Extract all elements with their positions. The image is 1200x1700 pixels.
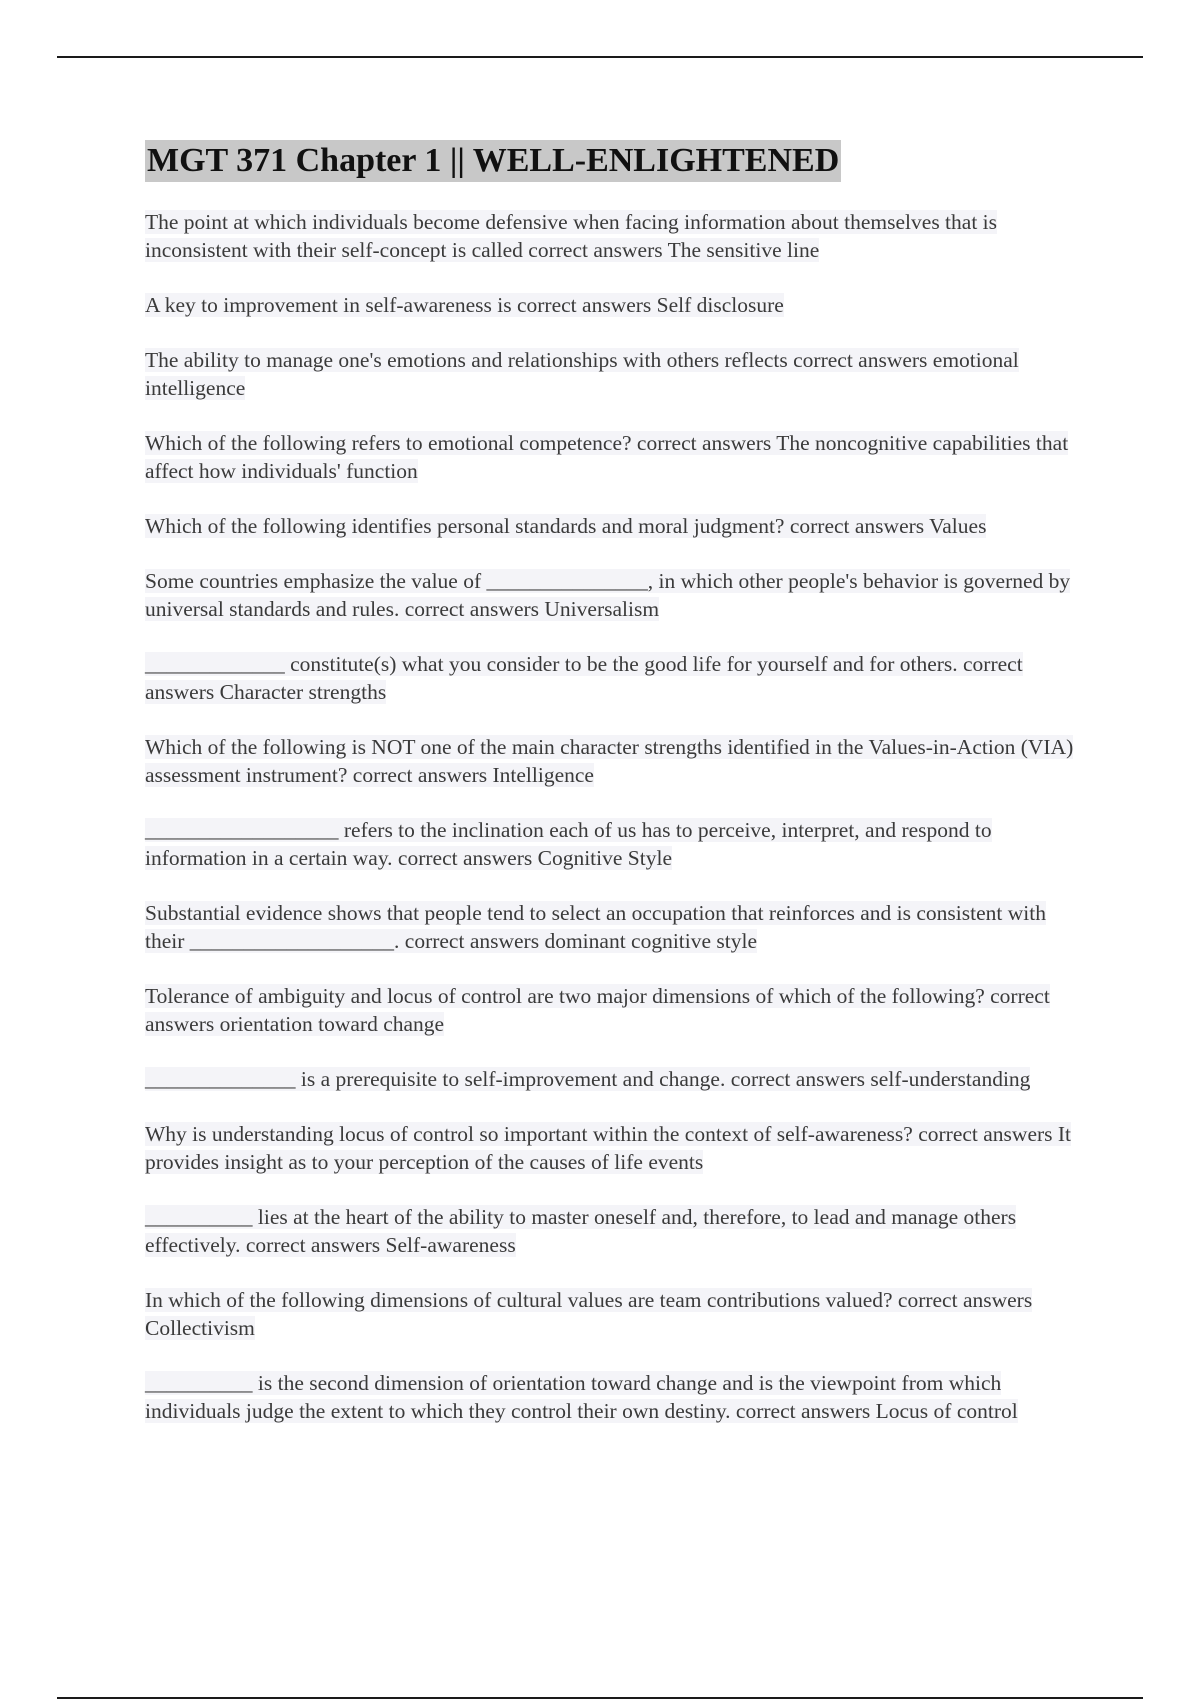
qa-text: In which of the following dimensions of cultural values are team contributions valued? correct answers Collectivism <box>145 1288 1033 1340</box>
qa-item <box>145 733 1075 789</box>
qa-text: Which of the following identifies personal standards and moral judgment? correct answers Values <box>145 514 987 538</box>
qa-text: Which of the following refers to emotional competence? correct answers The noncognitive capabilities that affect how individuals' function <box>145 431 1069 483</box>
qa-text: Why is understanding locus of control so important within the context of self-awareness? correct answers It provides insight as to your perception of the causes of life events <box>145 1122 1072 1174</box>
document-title: MGT 371 Chapter 1 || WELL-ENLIGHTENED <box>145 140 841 182</box>
top-rule <box>57 56 1143 58</box>
qa-text: Tolerance of ambiguity and locus of control are two major dimensions of which of the following? correct answers orientation toward change <box>145 984 1050 1036</box>
qa-text: The point at which individuals become defensive when facing information about themselves that is inconsistent with their self-concept is called correct answers The sensitive line <box>145 210 998 262</box>
qa-item <box>145 208 1075 264</box>
qa-item <box>145 899 1075 955</box>
qa-item <box>145 567 1075 623</box>
qa-item <box>145 1369 1075 1425</box>
qa-item <box>145 346 1075 402</box>
qa-text: __________________ refers to the inclination each of us has to perceive, interpret, and respond to information in a certain way. correct answers Cognitive Style <box>145 818 992 870</box>
qa-item <box>145 1120 1075 1176</box>
qa-item <box>145 1286 1075 1342</box>
qa-item <box>145 291 1075 319</box>
qa-text: __________ lies at the heart of the ability to master oneself and, therefore, to lead and manage others effectively. correct answers Self-awareness <box>145 1205 1017 1257</box>
qa-item <box>145 429 1075 485</box>
qa-text: Substantial evidence shows that people tend to select an occupation that reinforces and is consistent with their ___________________. correct answers dominant cognitive style <box>145 901 1046 953</box>
qa-text: A key to improvement in self-awareness is correct answers Self disclosure <box>145 293 784 317</box>
qa-item <box>145 1203 1075 1259</box>
qa-item <box>145 512 1075 540</box>
qa-item <box>145 1065 1075 1093</box>
qa-text: __________ is the second dimension of orientation toward change and is the viewpoint from which individuals judge the extent to which they control their own destiny. correct answers Locus of control <box>145 1371 1018 1423</box>
qa-text: The ability to manage one's emotions and relationships with others reflects correct answers emotional intelligence <box>145 348 1019 400</box>
qa-item <box>145 650 1075 706</box>
qa-item <box>145 816 1075 872</box>
qa-text: _____________ constitute(s) what you consider to be the good life for yourself and for others. correct answers Character strengths <box>145 652 1023 704</box>
qa-text: ______________ is a prerequisite to self-improvement and change. correct answers self-understanding <box>145 1067 1031 1091</box>
bottom-rule <box>57 1697 1143 1699</box>
qa-text: Some countries emphasize the value of _______________, in which other people's behavior is governed by universal standards and rules. correct answers Universalism <box>145 569 1071 621</box>
qa-item <box>145 982 1075 1038</box>
qa-text: Which of the following is NOT one of the main character strengths identified in the Values-in-Action (VIA) assessment instrument? correct answers Intelligence <box>145 735 1074 787</box>
document-body <box>145 140 1075 1452</box>
